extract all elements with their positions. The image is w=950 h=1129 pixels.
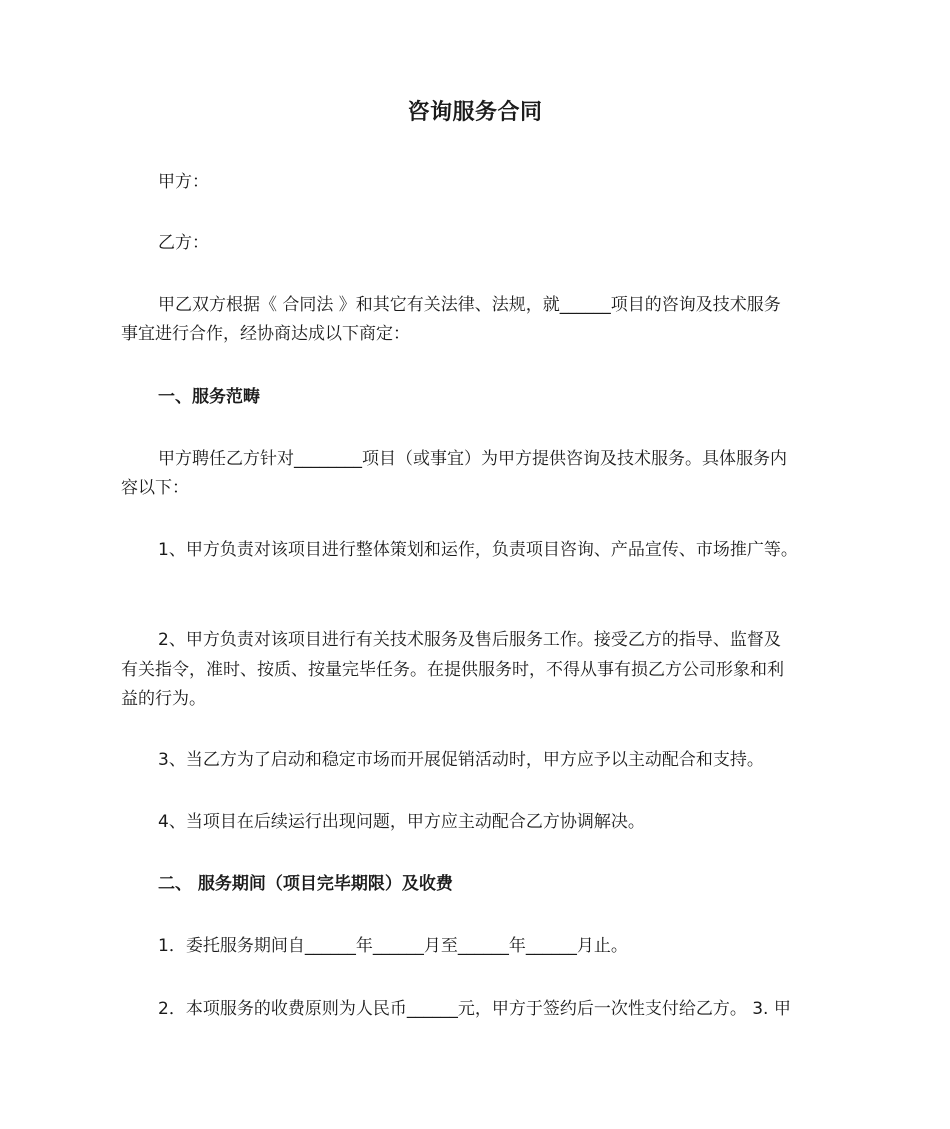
clause-2-line-2: 有关指令，准时、按质、按量完毕任务。在提供服务时，不得从事有损乙方公司形象和利: [121, 660, 784, 680]
scope-paragraph-line-2: 容以下：: [121, 478, 189, 498]
intro-paragraph-line-2: 事宜进行合作，经协商达成以下商定：: [121, 324, 410, 344]
clause-4: 4、当项目在后续运行出现问题，甲方应主动配合乙方协调解决。: [158, 812, 645, 832]
fee-clause-2: 2．本项服务的收费原则为人民币______元，甲方于签约后一次性支付给乙方。 3. 甲: [158, 999, 791, 1019]
period-clause-1: 1．委托服务期间自______年______月至______年______月止。: [158, 936, 628, 956]
party-b-label: 乙方：: [158, 233, 209, 253]
clause-3: 3、当乙方为了启动和稳定市场而开展促销活动时，甲方应予以主动配合和支持。: [158, 750, 764, 770]
party-a-label: 甲方：: [158, 172, 209, 192]
clause-1: 1、甲方负责对该项目进行整体策划和运作，负责项目咨询、产品宣传、市场推广等。: [158, 540, 798, 560]
clause-2-line-1: 2、甲方负责对该项目进行有关技术服务及售后服务工作。接受乙方的指导、监督及: [158, 630, 781, 650]
section-heading-service-period: 二、 服务期间（项目完毕期限）及收费: [158, 874, 453, 894]
clause-2-line-3: 益的行为。: [121, 689, 206, 709]
intro-paragraph-line-1: 甲乙双方根据《 合同法 》和其它有关法律、法规，就______项目的咨询及技术服务: [158, 295, 781, 315]
scope-paragraph-line-1: 甲方聘任乙方针对________项目（或事宜）为甲方提供咨询及技术服务。具体服务内: [158, 449, 787, 469]
document-title: 咨询服务合同: [407, 100, 543, 125]
section-heading-service-scope: 一、服务范畴: [158, 387, 260, 407]
